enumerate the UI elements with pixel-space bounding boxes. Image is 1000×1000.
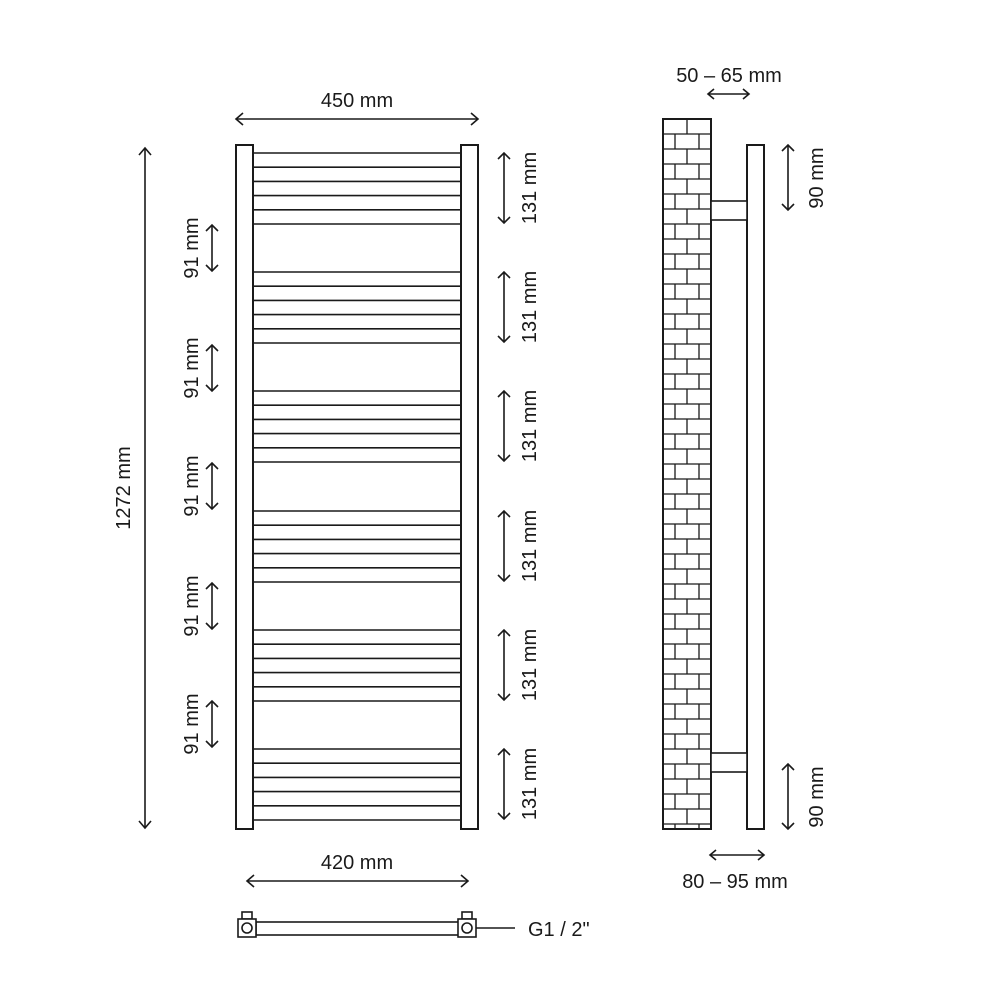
gap-label-2: 91 mm	[181, 337, 203, 399]
group-label-5: 131 mm	[519, 628, 541, 702]
bottom-bracket-dimension	[782, 764, 794, 829]
front-view	[236, 145, 478, 829]
side-upright	[747, 145, 764, 829]
top-bracket-label: 90 mm	[806, 147, 828, 209]
group-label-3: 131 mm	[519, 389, 541, 463]
bottom-view	[238, 912, 515, 937]
gap-label-3: 91 mm	[181, 455, 203, 517]
gap-label-1: 91 mm	[181, 217, 203, 279]
wall-offset-label: 50 – 65 mm	[676, 65, 782, 87]
group-arrow-2	[498, 272, 510, 342]
group-arrow-4	[498, 511, 510, 581]
left-upright	[236, 145, 253, 829]
gap-arrow-4	[206, 583, 218, 629]
wall-brackets	[711, 201, 747, 772]
group-arrow-1	[498, 153, 510, 223]
left-valve-port	[242, 923, 252, 933]
bottom-bracket	[711, 753, 747, 772]
gap-label-4: 91 mm	[181, 575, 203, 637]
gap-arrow-1	[206, 225, 218, 271]
gap-labels	[181, 217, 203, 754]
group-arrow-5	[498, 630, 510, 700]
towel-bars	[253, 153, 461, 820]
gap-dimensions	[206, 225, 218, 747]
top-bracket-dimension	[782, 145, 794, 210]
wall-offset-dimension	[708, 89, 749, 99]
width-label: 450 mm	[320, 90, 394, 112]
pipe-centres-dimension	[247, 875, 468, 887]
height-label: 1272 mm	[113, 446, 135, 530]
group-arrow-3	[498, 391, 510, 461]
gap-label-5: 91 mm	[181, 693, 203, 755]
group-label-4: 131 mm	[519, 509, 541, 583]
depth-dimension	[710, 850, 764, 860]
gap-arrow-2	[206, 345, 218, 391]
group-label-2: 131 mm	[519, 270, 541, 344]
group-label-1: 131 mm	[519, 151, 541, 225]
group-labels	[519, 152, 541, 820]
depth-label: 80 – 95 mm	[682, 871, 788, 893]
brick-wall	[663, 119, 711, 829]
gap-arrow-5	[206, 701, 218, 747]
group-arrow-6	[498, 749, 510, 819]
pipe-centres-label: 420 mm	[320, 852, 394, 874]
right-upright	[461, 145, 478, 829]
top-bracket	[711, 201, 747, 220]
left-valve-stem	[242, 912, 252, 919]
group-dimensions	[498, 153, 510, 819]
thread-label: G1 / 2"	[528, 919, 590, 941]
bottom-bar	[256, 922, 460, 935]
right-valve-stem	[462, 912, 472, 919]
height-dimension	[139, 148, 151, 828]
gap-arrow-3	[206, 463, 218, 509]
width-dimension	[236, 113, 478, 125]
bottom-bracket-label: 90 mm	[806, 766, 828, 828]
right-valve-port	[462, 923, 472, 933]
group-label-6: 131 mm	[519, 747, 541, 821]
side-view	[663, 119, 764, 829]
